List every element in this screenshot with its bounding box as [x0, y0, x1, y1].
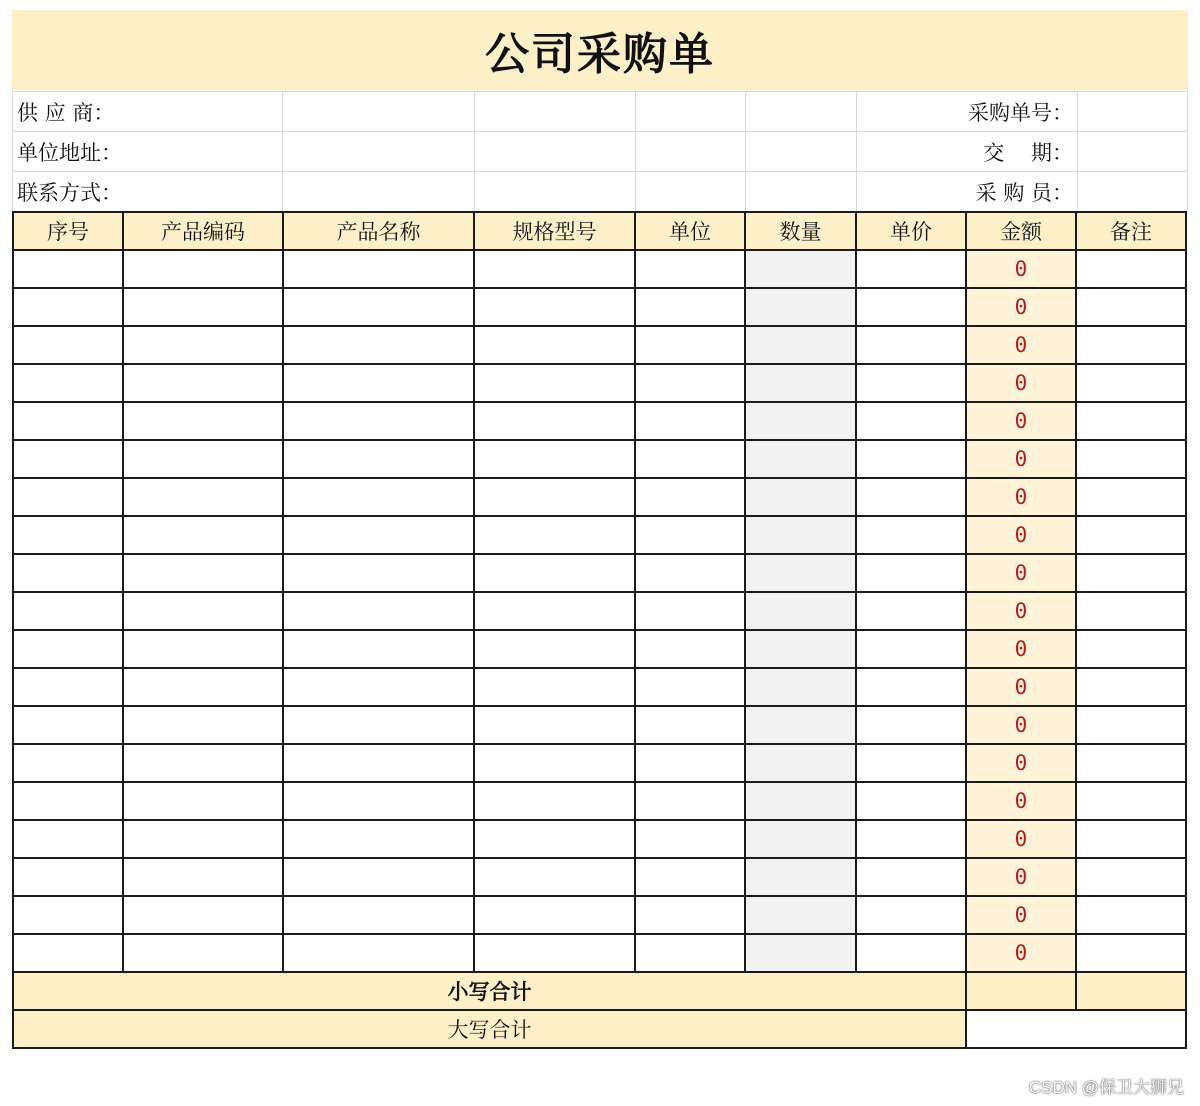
table-row	[13, 744, 1186, 782]
order-no-field[interactable]	[1078, 92, 1188, 132]
cell-price[interactable]	[856, 782, 966, 820]
table-row	[13, 706, 1186, 744]
cell-qty[interactable]	[745, 250, 856, 288]
subtotal-amount[interactable]	[966, 972, 1076, 1010]
table-row	[13, 934, 1186, 972]
table-row	[13, 554, 1186, 592]
cell-amount[interactable]: 0	[966, 668, 1076, 706]
info-cell[interactable]	[475, 172, 636, 212]
cell-name[interactable]	[283, 630, 474, 668]
cell-remark[interactable]	[1076, 478, 1186, 516]
info-cell[interactable]	[475, 92, 636, 132]
cell-price[interactable]	[856, 250, 966, 288]
cell-amount[interactable]: 0	[966, 516, 1076, 554]
cell-amount[interactable]: 0	[966, 326, 1076, 364]
cell-index[interactable]	[13, 440, 123, 478]
cell-remark[interactable]	[1076, 516, 1186, 554]
cell-unit[interactable]	[635, 402, 745, 440]
cell-amount[interactable]: 0	[966, 364, 1076, 402]
cell-remark[interactable]	[1076, 630, 1186, 668]
cell-amount[interactable]: 0	[966, 706, 1076, 744]
cell-amount[interactable]: 0	[966, 858, 1076, 896]
cell-index[interactable]	[13, 820, 123, 858]
cell-price[interactable]	[856, 630, 966, 668]
total-words-field[interactable]	[966, 1010, 1186, 1048]
subtotal-label: 小写合计	[13, 972, 966, 1010]
cell-spec[interactable]	[474, 478, 635, 516]
info-cell[interactable]	[746, 132, 857, 172]
cell-code[interactable]	[123, 554, 283, 592]
cell-spec[interactable]	[474, 820, 635, 858]
cell-index[interactable]	[13, 364, 123, 402]
cell-price[interactable]	[856, 478, 966, 516]
cell-price[interactable]	[856, 326, 966, 364]
delivery-field[interactable]	[1078, 132, 1188, 172]
table-row	[13, 288, 1186, 326]
cell-code[interactable]	[123, 630, 283, 668]
cell-price[interactable]	[856, 364, 966, 402]
cell-spec[interactable]	[474, 402, 635, 440]
cell-remark[interactable]	[1076, 288, 1186, 326]
info-table	[12, 91, 1188, 212]
cell-name[interactable]	[283, 250, 474, 288]
cell-remark[interactable]	[1076, 592, 1186, 630]
table-row	[13, 782, 1186, 820]
cell-qty[interactable]	[745, 592, 856, 630]
table-row	[13, 250, 1186, 288]
cell-code[interactable]	[123, 668, 283, 706]
cell-code[interactable]	[123, 478, 283, 516]
cell-amount[interactable]: 0	[966, 554, 1076, 592]
cell-unit[interactable]	[635, 820, 745, 858]
table-row	[13, 896, 1186, 934]
cell-name[interactable]	[283, 858, 474, 896]
info-cell[interactable]	[746, 92, 857, 132]
cell-name[interactable]	[283, 668, 474, 706]
cell-name[interactable]	[283, 554, 474, 592]
col-header-name: 产品名称	[283, 212, 474, 250]
page-title: 公司采购单	[485, 29, 715, 80]
cell-code[interactable]	[123, 250, 283, 288]
cell-spec[interactable]	[474, 858, 635, 896]
cell-spec[interactable]	[474, 782, 635, 820]
cell-index[interactable]	[13, 288, 123, 326]
cell-price[interactable]	[856, 858, 966, 896]
address-label: 单位地址：	[13, 132, 283, 172]
table-row	[13, 516, 1186, 554]
cell-spec[interactable]	[474, 554, 635, 592]
cell-qty[interactable]	[745, 820, 856, 858]
table-row	[13, 630, 1186, 668]
delivery-label: 交 期：	[857, 132, 1078, 172]
cell-index[interactable]	[13, 858, 123, 896]
cell-price[interactable]	[856, 668, 966, 706]
cell-index[interactable]	[13, 554, 123, 592]
cell-name[interactable]	[283, 326, 474, 364]
cell-code[interactable]	[123, 402, 283, 440]
cell-qty[interactable]	[745, 706, 856, 744]
cell-spec[interactable]	[474, 250, 635, 288]
cell-qty[interactable]	[745, 440, 856, 478]
table-row	[13, 820, 1186, 858]
cell-remark[interactable]	[1076, 858, 1186, 896]
table-row	[13, 478, 1186, 516]
cell-remark[interactable]	[1076, 364, 1186, 402]
cell-price[interactable]	[856, 402, 966, 440]
contact-field[interactable]	[283, 172, 475, 212]
cell-index[interactable]	[13, 782, 123, 820]
cell-qty[interactable]	[745, 934, 856, 972]
cell-remark[interactable]	[1076, 820, 1186, 858]
contact-label: 联系方式：	[13, 172, 283, 212]
cell-spec[interactable]	[474, 896, 635, 934]
total-words-label: 大写合计	[13, 1010, 966, 1048]
cell-name[interactable]	[283, 934, 474, 972]
cell-qty[interactable]	[745, 402, 856, 440]
cell-qty[interactable]	[745, 516, 856, 554]
cell-unit[interactable]	[635, 858, 745, 896]
title-bar	[12, 10, 1188, 90]
cell-spec[interactable]	[474, 288, 635, 326]
cell-unit[interactable]	[635, 934, 745, 972]
cell-unit[interactable]	[635, 364, 745, 402]
cell-spec[interactable]	[474, 364, 635, 402]
cell-amount[interactable]: 0	[966, 896, 1076, 934]
cell-spec[interactable]	[474, 934, 635, 972]
cell-qty[interactable]	[745, 744, 856, 782]
cell-remark[interactable]	[1076, 744, 1186, 782]
cell-code[interactable]	[123, 706, 283, 744]
cell-unit[interactable]	[635, 744, 745, 782]
cell-name[interactable]	[283, 706, 474, 744]
cell-price[interactable]	[856, 288, 966, 326]
cell-spec[interactable]	[474, 440, 635, 478]
cell-remark[interactable]	[1076, 402, 1186, 440]
cell-spec[interactable]	[474, 592, 635, 630]
cell-name[interactable]	[283, 896, 474, 934]
cell-price[interactable]	[856, 706, 966, 744]
cell-unit[interactable]	[635, 478, 745, 516]
table-row	[13, 440, 1186, 478]
cell-index[interactable]	[13, 934, 123, 972]
table-row	[13, 364, 1186, 402]
col-header-index: 序号	[13, 212, 123, 250]
cell-code[interactable]	[123, 364, 283, 402]
cell-name[interactable]	[283, 782, 474, 820]
table-row	[13, 402, 1186, 440]
cell-code[interactable]	[123, 744, 283, 782]
cell-remark[interactable]	[1076, 706, 1186, 744]
cell-remark[interactable]	[1076, 554, 1186, 592]
cell-name[interactable]	[283, 402, 474, 440]
cell-code[interactable]	[123, 896, 283, 934]
cell-qty[interactable]	[745, 478, 856, 516]
cell-qty[interactable]	[745, 668, 856, 706]
cell-unit[interactable]	[635, 326, 745, 364]
cell-unit[interactable]	[635, 630, 745, 668]
cell-name[interactable]	[283, 744, 474, 782]
cell-index[interactable]	[13, 896, 123, 934]
cell-code[interactable]	[123, 326, 283, 364]
cell-name[interactable]	[283, 288, 474, 326]
cell-amount[interactable]: 0	[966, 402, 1076, 440]
cell-spec[interactable]	[474, 516, 635, 554]
cell-remark[interactable]	[1076, 896, 1186, 934]
cell-unit[interactable]	[635, 440, 745, 478]
cell-unit[interactable]	[635, 782, 745, 820]
cell-amount[interactable]: 0	[966, 592, 1076, 630]
cell-index[interactable]	[13, 516, 123, 554]
cell-amount[interactable]: 0	[966, 440, 1076, 478]
cell-amount[interactable]: 0	[966, 250, 1076, 288]
cell-price[interactable]	[856, 554, 966, 592]
col-header-unit: 单位	[635, 212, 745, 250]
cell-code[interactable]	[123, 516, 283, 554]
cell-spec[interactable]	[474, 668, 635, 706]
cell-index[interactable]	[13, 402, 123, 440]
cell-code[interactable]	[123, 934, 283, 972]
col-header-remark: 备注	[1076, 212, 1186, 250]
supplier-label: 供 应 商：	[13, 92, 283, 132]
cell-qty[interactable]	[745, 782, 856, 820]
cell-code[interactable]	[123, 782, 283, 820]
cell-qty[interactable]	[745, 858, 856, 896]
table-row	[13, 592, 1186, 630]
cell-price[interactable]	[856, 934, 966, 972]
cell-spec[interactable]	[474, 706, 635, 744]
cell-code[interactable]	[123, 858, 283, 896]
cell-name[interactable]	[283, 440, 474, 478]
cell-amount[interactable]: 0	[966, 478, 1076, 516]
cell-qty[interactable]	[745, 554, 856, 592]
cell-index[interactable]	[13, 744, 123, 782]
cell-index[interactable]	[13, 706, 123, 744]
cell-remark[interactable]	[1076, 668, 1186, 706]
cell-price[interactable]	[856, 820, 966, 858]
cell-remark[interactable]	[1076, 782, 1186, 820]
cell-price[interactable]	[856, 440, 966, 478]
cell-remark[interactable]	[1076, 250, 1186, 288]
info-cell[interactable]	[475, 132, 636, 172]
buyer-label: 采 购 员：	[857, 172, 1078, 212]
cell-unit[interactable]	[635, 706, 745, 744]
cell-unit[interactable]	[635, 288, 745, 326]
cell-name[interactable]	[283, 364, 474, 402]
cell-qty[interactable]	[745, 364, 856, 402]
cell-remark[interactable]	[1076, 326, 1186, 364]
cell-qty[interactable]	[745, 896, 856, 934]
table-row	[13, 326, 1186, 364]
cell-remark[interactable]	[1076, 934, 1186, 972]
cell-code[interactable]	[123, 820, 283, 858]
cell-unit[interactable]	[635, 592, 745, 630]
col-header-amount: 金额	[966, 212, 1076, 250]
cell-amount[interactable]: 0	[966, 630, 1076, 668]
col-header-spec: 规格型号	[474, 212, 635, 250]
cell-amount[interactable]: 0	[966, 288, 1076, 326]
table-row	[13, 858, 1186, 896]
cell-amount[interactable]: 0	[966, 820, 1076, 858]
info-cell[interactable]	[746, 172, 857, 212]
cell-index[interactable]	[13, 668, 123, 706]
cell-qty[interactable]	[745, 630, 856, 668]
info-cell[interactable]	[636, 132, 746, 172]
cell-name[interactable]	[283, 592, 474, 630]
cell-name[interactable]	[283, 516, 474, 554]
cell-spec[interactable]	[474, 744, 635, 782]
cell-qty[interactable]	[745, 326, 856, 364]
col-header-code: 产品编码	[123, 212, 283, 250]
cell-unit[interactable]	[635, 896, 745, 934]
cell-spec[interactable]	[474, 326, 635, 364]
cell-price[interactable]	[856, 592, 966, 630]
cell-qty[interactable]	[745, 288, 856, 326]
watermark: CSDN @保卫大狮兄	[1028, 1078, 1184, 1097]
cell-index[interactable]	[13, 478, 123, 516]
order-table	[12, 211, 1187, 1049]
cell-code[interactable]	[123, 288, 283, 326]
cell-unit[interactable]	[635, 668, 745, 706]
cell-price[interactable]	[856, 744, 966, 782]
supplier-field[interactable]	[283, 92, 475, 132]
col-header-qty: 数量	[745, 212, 856, 250]
cell-amount[interactable]: 0	[966, 744, 1076, 782]
cell-unit[interactable]	[635, 516, 745, 554]
col-header-price: 单价	[856, 212, 966, 250]
cell-unit[interactable]	[635, 554, 745, 592]
cell-price[interactable]	[856, 516, 966, 554]
cell-amount[interactable]: 0	[966, 782, 1076, 820]
subtotal-extra[interactable]	[1076, 972, 1186, 1010]
cell-index[interactable]	[13, 326, 123, 364]
info-cell[interactable]	[636, 92, 746, 132]
cell-price[interactable]	[856, 896, 966, 934]
buyer-field[interactable]	[1078, 172, 1188, 212]
cell-name[interactable]	[283, 820, 474, 858]
cell-index[interactable]	[13, 250, 123, 288]
cell-code[interactable]	[123, 440, 283, 478]
cell-index[interactable]	[13, 592, 123, 630]
order-no-label: 采购单号：	[857, 92, 1078, 132]
cell-amount[interactable]: 0	[966, 934, 1076, 972]
cell-remark[interactable]	[1076, 440, 1186, 478]
cell-name[interactable]	[283, 478, 474, 516]
cell-index[interactable]	[13, 630, 123, 668]
cell-spec[interactable]	[474, 630, 635, 668]
cell-code[interactable]	[123, 592, 283, 630]
address-field[interactable]	[283, 132, 475, 172]
cell-unit[interactable]	[635, 250, 745, 288]
info-cell[interactable]	[636, 172, 746, 212]
table-row	[13, 668, 1186, 706]
